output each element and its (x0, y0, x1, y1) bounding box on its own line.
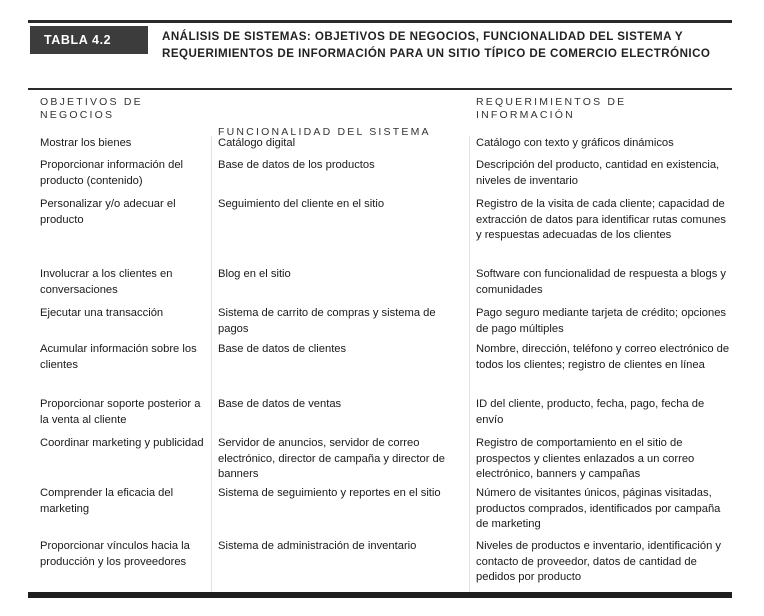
table-sheet (28, 20, 732, 600)
column-header-objetivos: OBJETIVOS DE NEGOCIOS (40, 96, 143, 121)
cell-funcionalidad: Sistema de seguimiento y reportes en el sitio (218, 487, 441, 499)
cell-requerimiento: ID del cliente, producto, fecha, pago, fecha de envío (476, 398, 705, 426)
column-divider (211, 136, 212, 592)
cell-funcionalidad: Catálogo digital (218, 137, 296, 149)
cell-requerimiento: Software con funcionalidad de respuesta a blogs y comunidades (476, 268, 727, 296)
cell-funcionalidad: Base de datos de ventas (218, 398, 342, 410)
cell-objetivo: Proporcionar vínculos hacia la producción y los proveedores (40, 540, 190, 568)
cell-objetivo: Coordinar marketing y publicidad (40, 437, 204, 449)
table-bottom-rule (28, 592, 732, 598)
cell-funcionalidad: Base de datos de los productos (218, 159, 375, 171)
cell-objetivo: Comprender la eficacia del marketing (40, 487, 174, 515)
cell-funcionalidad: Blog en el sitio (218, 268, 291, 280)
cell-requerimiento: Registro de la visita de cada cliente; capacidad de extracción de datos para identificar rutas comunes y respuestas adecuadas de los clientes (476, 198, 726, 241)
cell-objetivo: Involucrar a los clientes en conversaciones (40, 268, 173, 296)
cell-objetivo: Ejecutar una transacción (40, 307, 164, 319)
cell-requerimiento: Pago seguro mediante tarjeta de crédito; opciones de pago múltiples (476, 307, 727, 335)
cell-requerimiento: Descripción del producto, cantidad en existencia, niveles de inventario (476, 159, 720, 187)
cell-objetivo: Proporcionar información del producto (contenido) (40, 159, 184, 187)
cell-funcionalidad: Seguimiento del cliente en el sitio (218, 198, 385, 210)
table-title: ANÁLISIS DE SISTEMAS: OBJETIVOS DE NEGOCIOS, FUNCIONALIDAD DEL SISTEMA Y REQUERIMIENTOS DE INFORMACIÓN PARA UN SITIO TÍPICO DE COMERCIO ELECTRÓNICO (162, 30, 711, 60)
cell-objetivo: Acumular información sobre los clientes (40, 343, 197, 371)
column-header-funcionalidad: FUNCIONALIDAD DEL SISTEMA (218, 126, 431, 138)
column-header-requerimientos: REQUERIMIENTOS DE INFORMACIÓN (476, 96, 627, 121)
table-number-badge: TABLA 4.2 (30, 26, 148, 54)
cell-funcionalidad: Sistema de carrito de compras y sistema de pagos (218, 307, 436, 335)
cell-funcionalidad: Sistema de administración de inventario (218, 540, 417, 552)
cell-requerimiento: Catálogo con texto y gráficos dinámicos (476, 137, 674, 149)
table-title-bar (28, 20, 732, 90)
cell-objetivo: Mostrar los bienes (40, 137, 132, 149)
cell-objetivo: Proporcionar soporte posterior a la venta al cliente (40, 398, 201, 426)
cell-requerimiento: Número de visitantes únicos, páginas visitadas, productos comprados, identificados por campaña de marketing (476, 487, 721, 530)
cell-funcionalidad: Servidor de anuncios, servidor de correo electrónico, director de campaña y director de banners (218, 437, 445, 480)
cell-requerimiento: Nombre, dirección, teléfono y correo electrónico de todos los clientes; registro de clientes en línea (476, 343, 730, 371)
cell-objetivo: Personalizar y/o adecuar el producto (40, 198, 176, 226)
cell-funcionalidad: Base de datos de clientes (218, 343, 347, 355)
cell-requerimiento: Registro de comportamiento en el sitio de prospectos y clientes enlazados a un correo electrónico, banners y campañas (476, 437, 695, 480)
column-divider (469, 136, 470, 592)
cell-requerimiento: Niveles de productos e inventario, identificación y contacto de proveedor, datos de cantidad de pedidos por producto (476, 540, 722, 583)
